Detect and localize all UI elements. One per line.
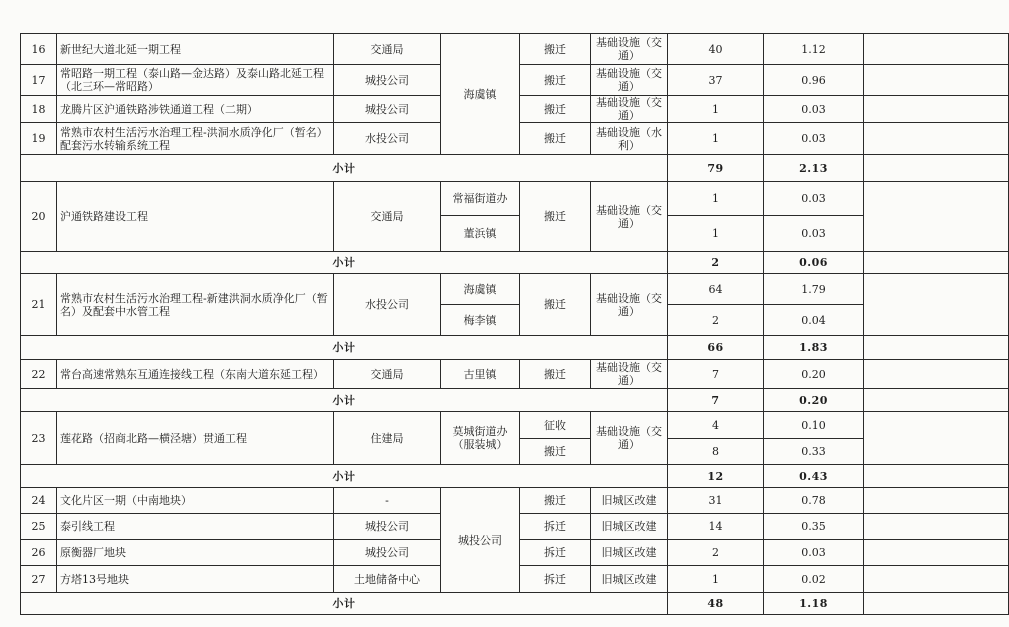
project-type: 旧城区改建 (591, 540, 668, 566)
project-table (20, 33, 1009, 615)
remark-cell (864, 412, 1009, 465)
household-count: 7 (668, 360, 764, 389)
area-value: 0.96 (764, 65, 864, 96)
project-type: 基础设施（交通） (591, 274, 668, 336)
subtotal-area: 0.20 (764, 389, 864, 412)
household-count: 8 (668, 439, 764, 465)
action: 搬迁 (520, 360, 591, 389)
project-name: 方塔13号地块 (57, 566, 334, 593)
project-name: 新世纪大道北延一期工程 (57, 34, 334, 65)
project-type: 基础设施（水利） (591, 123, 668, 155)
subtotal-row (21, 336, 1009, 360)
area-value: 0.03 (764, 216, 864, 252)
project-name: 常台高速常熟东互通连接线工程（东南大道东延工程） (57, 360, 334, 389)
project-name: 莲花路（招商北路—横泾塘）贯通工程 (57, 412, 334, 465)
table-row (21, 412, 1009, 439)
action: 搬迁 (520, 274, 591, 336)
subtotal-area: 2.13 (764, 155, 864, 182)
row-number: 21 (21, 274, 57, 336)
household-count: 14 (668, 514, 764, 540)
remark-cell (864, 566, 1009, 593)
project-type: 旧城区改建 (591, 514, 668, 540)
department: 交通局 (334, 360, 441, 389)
department: 城投公司 (334, 96, 441, 123)
department: 水投公司 (334, 123, 441, 155)
project-name: 沪通铁路建设工程 (57, 182, 334, 252)
department: 城投公司 (334, 514, 441, 540)
action: 搬迁 (520, 123, 591, 155)
household-count: 2 (668, 540, 764, 566)
action: 搬迁 (520, 439, 591, 465)
household-count: 1 (668, 123, 764, 155)
subtotal-label: 小计 (21, 252, 668, 274)
remark-cell (864, 182, 1009, 252)
household-count: 1 (668, 96, 764, 123)
row-number: 26 (21, 540, 57, 566)
town: 梅李镇 (441, 305, 520, 336)
town: 常福街道办 (441, 182, 520, 216)
subtotal-label: 小计 (21, 593, 668, 615)
project-name: 龙腾片区沪通铁路涉铁通道工程（二期） (57, 96, 334, 123)
project-type: 基础设施（交通） (591, 96, 668, 123)
action: 拆迁 (520, 514, 591, 540)
remark-cell (864, 252, 1009, 274)
remark-cell (864, 336, 1009, 360)
row-number: 18 (21, 96, 57, 123)
row-number: 27 (21, 566, 57, 593)
area-value: 1.79 (764, 274, 864, 305)
row-number: 25 (21, 514, 57, 540)
action: 搬迁 (520, 182, 591, 252)
remark-cell (864, 514, 1009, 540)
town: 城投公司 (441, 488, 520, 593)
household-count: 1 (668, 216, 764, 252)
row-number: 24 (21, 488, 57, 514)
project-type: 基础设施（交通） (591, 34, 668, 65)
remark-cell (864, 465, 1009, 488)
area-value: 0.33 (764, 439, 864, 465)
row-number: 17 (21, 65, 57, 96)
area-value: 0.03 (764, 96, 864, 123)
subtotal-row (21, 155, 1009, 182)
department: 城投公司 (334, 65, 441, 96)
department: 水投公司 (334, 274, 441, 336)
household-count: 4 (668, 412, 764, 439)
household-count: 1 (668, 182, 764, 216)
remark-cell (864, 96, 1009, 123)
subtotal-count: 66 (668, 336, 764, 360)
department: 土地储备中心 (334, 566, 441, 593)
area-value: 0.78 (764, 488, 864, 514)
project-type: 旧城区改建 (591, 566, 668, 593)
household-count: 64 (668, 274, 764, 305)
row-number: 22 (21, 360, 57, 389)
subtotal-area: 0.06 (764, 252, 864, 274)
household-count: 1 (668, 566, 764, 593)
subtotal-label: 小计 (21, 465, 668, 488)
remark-cell (864, 540, 1009, 566)
action: 搬迁 (520, 488, 591, 514)
subtotal-count: 12 (668, 465, 764, 488)
area-value: 0.03 (764, 123, 864, 155)
household-count: 2 (668, 305, 764, 336)
row-number: 19 (21, 123, 57, 155)
subtotal-count: 79 (668, 155, 764, 182)
subtotal-row (21, 593, 1009, 615)
remark-cell (864, 360, 1009, 389)
action: 拆迁 (520, 540, 591, 566)
project-type: 旧城区改建 (591, 488, 668, 514)
town: 董浜镇 (441, 216, 520, 252)
department: 城投公司 (334, 540, 441, 566)
subtotal-label: 小计 (21, 155, 668, 182)
action: 拆迁 (520, 566, 591, 593)
remark-cell (864, 155, 1009, 182)
area-value: 0.04 (764, 305, 864, 336)
department: 住建局 (334, 412, 441, 465)
subtotal-row (21, 465, 1009, 488)
project-type: 基础设施（交通） (591, 182, 668, 252)
project-type: 基础设施（交通） (591, 360, 668, 389)
town: 海虞镇 (441, 274, 520, 305)
department: - (334, 488, 441, 514)
row-number: 23 (21, 412, 57, 465)
action: 搬迁 (520, 96, 591, 123)
table-row (21, 488, 1009, 514)
row-number: 20 (21, 182, 57, 252)
project-type: 基础设施（交通） (591, 412, 668, 465)
remark-cell (864, 274, 1009, 336)
remark-cell (864, 488, 1009, 514)
subtotal-row (21, 389, 1009, 412)
household-count: 37 (668, 65, 764, 96)
remark-cell (864, 389, 1009, 412)
household-count: 40 (668, 34, 764, 65)
project-name: 常熟市农村生活污水治理工程-新建洪洞水质净化厂（暂名）及配套中水管工程 (57, 274, 334, 336)
table-row (21, 360, 1009, 389)
household-count: 31 (668, 488, 764, 514)
department: 交通局 (334, 182, 441, 252)
project-name: 常熟市农村生活污水治理工程-洪洞水质净化厂（暂名）配套污水转输系统工程 (57, 123, 334, 155)
subtotal-area: 1.83 (764, 336, 864, 360)
subtotal-area: 1.18 (764, 593, 864, 615)
project-type: 基础设施（交通） (591, 65, 668, 96)
subtotal-count: 7 (668, 389, 764, 412)
subtotal-count: 48 (668, 593, 764, 615)
area-value: 1.12 (764, 34, 864, 65)
project-name: 常昭路一期工程（泰山路—金达路）及泰山路北延工程（北三环—常昭路） (57, 65, 334, 96)
town: 古里镇 (441, 360, 520, 389)
subtotal-area: 0.43 (764, 465, 864, 488)
row-number: 16 (21, 34, 57, 65)
remark-cell (864, 34, 1009, 65)
town: 海虞镇 (441, 34, 520, 155)
remark-cell (864, 123, 1009, 155)
area-value: 0.10 (764, 412, 864, 439)
area-value: 0.03 (764, 540, 864, 566)
action: 征收 (520, 412, 591, 439)
project-name: 文化片区一期（中南地块） (57, 488, 334, 514)
subtotal-label: 小计 (21, 389, 668, 412)
project-name: 原衡器厂地块 (57, 540, 334, 566)
project-name: 泰引线工程 (57, 514, 334, 540)
area-value: 0.02 (764, 566, 864, 593)
action: 搬迁 (520, 34, 591, 65)
department: 交通局 (334, 34, 441, 65)
subtotal-count: 2 (668, 252, 764, 274)
table-row (21, 274, 1009, 305)
remark-cell (864, 65, 1009, 96)
table-row (21, 182, 1009, 216)
subtotal-label: 小计 (21, 336, 668, 360)
subtotal-row (21, 252, 1009, 274)
area-value: 0.35 (764, 514, 864, 540)
remark-cell (864, 593, 1009, 615)
area-value: 0.20 (764, 360, 864, 389)
area-value: 0.03 (764, 182, 864, 216)
table-row (21, 34, 1009, 65)
action: 搬迁 (520, 65, 591, 96)
town: 莫城街道办（服装城） (441, 412, 520, 465)
